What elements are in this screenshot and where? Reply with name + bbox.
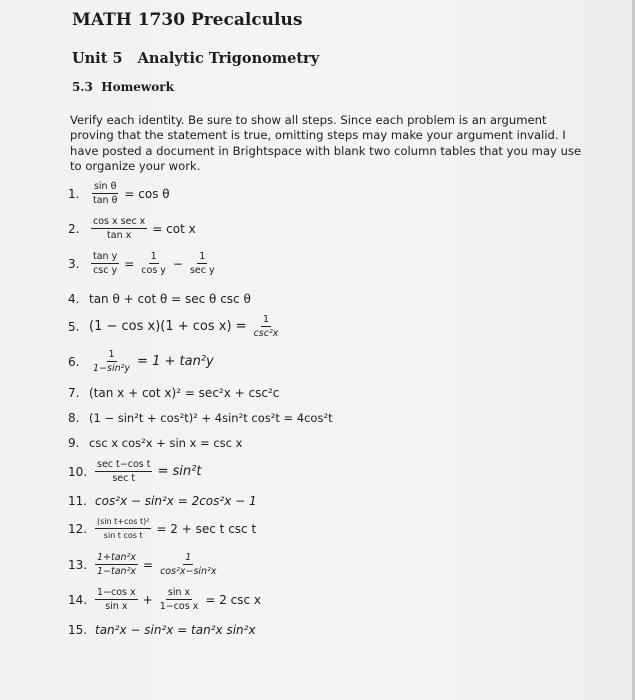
- numerator: cos x sec x: [93, 216, 146, 227]
- problem-14: [68, 587, 264, 612]
- numerator: 1: [185, 552, 192, 563]
- problem-1: [68, 181, 173, 206]
- numerator: 1: [108, 349, 115, 360]
- numerator: 1: [262, 314, 270, 325]
- problem-7: [68, 386, 282, 400]
- numerator: tan y: [93, 251, 118, 262]
- fraction: [91, 216, 147, 241]
- denominator: csc y: [93, 265, 118, 276]
- identity: (1 − sin²t + cos²t)² + 4sin²t cos²t = 4cos²t: [89, 411, 333, 425]
- fraction: [158, 587, 201, 612]
- equals: =: [143, 557, 154, 572]
- numerator: sin x: [167, 587, 191, 598]
- denominator: cos²x−sin²x: [160, 566, 217, 577]
- problem-number: 3.: [68, 256, 80, 271]
- problem-number: 14.: [68, 592, 88, 607]
- identity: csc x cos²x + sin x = csc x: [89, 436, 243, 450]
- fraction: [188, 251, 217, 276]
- identity: tan θ + cot θ = sec θ csc θ: [89, 292, 251, 306]
- rhs: = cot x: [152, 221, 196, 236]
- denominator: sec y: [189, 265, 215, 276]
- numerator: 1: [150, 251, 157, 262]
- problem-9: [68, 436, 245, 450]
- problem-11: [68, 494, 260, 508]
- denominator: 1−cos x: [159, 601, 199, 612]
- course-title: MATH 1730 Precalculus: [72, 10, 303, 30]
- denominator: tan x: [107, 230, 132, 241]
- problem-8: [68, 411, 336, 425]
- problem-13: [68, 552, 221, 577]
- fraction: [158, 552, 218, 577]
- problem-number: 13.: [68, 557, 88, 572]
- numerator: (sin t+cos t)²: [95, 516, 151, 529]
- problem-number: 1.: [68, 186, 80, 201]
- identity: tan²x − sin²x = tan²x sin²x: [95, 623, 256, 637]
- problem-number: 15.: [68, 623, 88, 637]
- numerator: 1−cos x: [97, 587, 136, 598]
- problem-15: [68, 623, 259, 637]
- problem-number: 5.: [68, 319, 80, 334]
- section-title: 5.3 Homework: [72, 80, 174, 94]
- rhs: = 1 + tan²y: [137, 354, 214, 369]
- denominator: tan θ: [93, 195, 118, 206]
- numerator: sec t−cos t: [97, 459, 151, 470]
- minus: −: [172, 256, 183, 271]
- denominator: cos y: [141, 265, 166, 276]
- fraction: [95, 516, 151, 541]
- fraction: [91, 251, 119, 276]
- denominator: sec t: [112, 473, 136, 484]
- denominator: csc²x: [253, 328, 279, 339]
- problem-12: [68, 516, 259, 541]
- fraction: [139, 251, 168, 276]
- problem-3: [68, 251, 219, 276]
- problem-5: [68, 314, 282, 339]
- problem-number: 4.: [68, 292, 80, 306]
- numerator: sin θ: [93, 181, 117, 192]
- rhs: = cos θ: [124, 186, 170, 201]
- identity: cos²x − sin²x = 2cos²x − 1: [95, 494, 257, 508]
- fraction: [91, 349, 132, 374]
- problem-number: 9.: [68, 436, 80, 450]
- fraction: [95, 587, 138, 612]
- denominator: 1−sin²y: [93, 363, 131, 374]
- equals: =: [124, 256, 135, 271]
- problem-4: [68, 292, 254, 306]
- problem-number: 7.: [68, 386, 80, 400]
- problem-number: 10.: [68, 464, 88, 479]
- problem-number: 8.: [68, 411, 80, 425]
- lhs: (1 − cos x)(1 + cos x) =: [89, 319, 247, 334]
- numerator: 1+tan²x: [97, 552, 137, 563]
- fraction: [95, 552, 138, 577]
- denominator: sin x: [105, 601, 128, 612]
- unit-title: Unit 5 Analytic Trigonometry: [72, 50, 320, 67]
- fraction: [252, 314, 281, 339]
- problem-number: 11.: [68, 494, 88, 508]
- rhs: = sin²t: [157, 464, 202, 479]
- problem-2: [68, 216, 199, 241]
- fraction: [91, 181, 119, 206]
- problem-number: 12.: [68, 521, 88, 536]
- identity: (tan x + cot x)² = sec²x + csc²c: [89, 386, 280, 400]
- rhs: = 2 + sec t csc t: [156, 521, 257, 536]
- denominator: sin t cos t: [103, 531, 143, 540]
- numerator: 1: [199, 251, 206, 262]
- rhs: = 2 csc x: [205, 592, 262, 607]
- problem-number: 6.: [68, 354, 80, 369]
- fraction: [95, 459, 152, 484]
- problem-6: [68, 349, 217, 374]
- plus: +: [142, 592, 153, 607]
- problem-10: [68, 459, 204, 484]
- instructions-paragraph: Verify each identity. Be sure to show all steps. Since each problem is an argument proving that the statement is true, omitting steps may make your argument invalid. I have posted a document in Brightspace with blank two column tables that you may use to organize your work.: [70, 113, 582, 173]
- denominator: 1−tan²x: [97, 566, 137, 577]
- problem-number: 2.: [68, 221, 80, 236]
